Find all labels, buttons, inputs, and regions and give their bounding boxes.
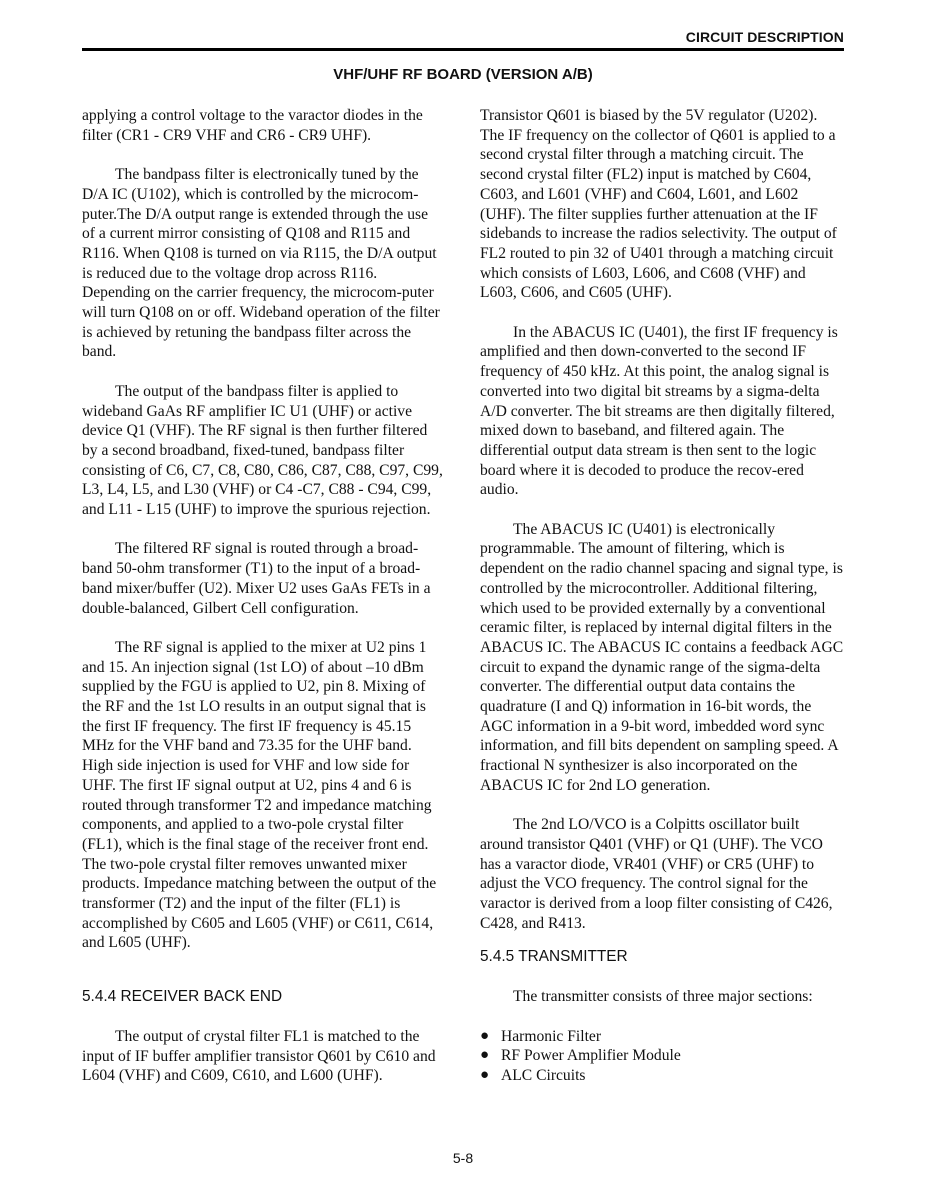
paragraph: Transistor Q601 is biased by the 5V regulator (U202). The IF frequency on the collector of Q601 is applied to a second crystal filter through a matching circuit. The second crystal filter (FL2) input is matched by C604, C603, and L601 (VHF) and C604, L601, and L602 (UHF). The filter supplies further attenuation at the IF sidebands to increase the radios selectivity. The output of FL2 routed to pin 32 of U401 through a matching circuit which consists of L603, L606, and C608 (VHF) and L603, C606, and C605 (UHF). bbox=[480, 107, 837, 302]
page-title: VHF/UHF RF BOARD (VERSION A/B) bbox=[333, 66, 593, 83]
paragraph: applying a control voltage to the varactor diodes in the filter (CR1 - CR9 VHF and CR6 - CR9 UHF). bbox=[82, 107, 423, 144]
bullet-icon: ● bbox=[480, 1066, 490, 1083]
list-item: ● RF Power Amplifier Module bbox=[480, 1047, 681, 1065]
paragraph: The bandpass filter is electronically tuned by the D/A IC (U102), which is controlled by the microcom-puter.The D/A output range is extended through the use of a current mirror consisting of Q108 and R115 and R116. When Q108 is turned on via R115, the D/A output is reduced due to the voltage drop across R116. Depending on the carrier frequency, the microcom-puter will turn Q108 on or off. Wideband operation of the filter is achieved by retuning the bandpass filter across the band. bbox=[82, 166, 440, 361]
right-column bbox=[480, 106, 844, 1086]
header-rule bbox=[82, 48, 844, 51]
paragraph: The RF signal is applied to the mixer at U2 pins 1 and 15. An injection signal (1st LO) of about –10 dBm supplied by the FGU is applied to U2, pin 8. Mixing of the RF and the 1st LO results in an output signal that is the first IF frequency. The first IF frequency is 45.15 MHz for the VHF band and 73.35 for the UHF band. High side injection is used for VHF and low side for UHF. The first IF signal output at U2, pins 4 and 6 is routed through transformer T2 and impedance matching components, and applied to a two-pole crystal filter (FL1), which is the final stage of the receiver front end. The two-pole crystal filter removes unwanted mixer products. Impedance matching between the output of the transformer (T2) and the input of the filter (FL1) is accomplished by C605 and L605 (VHF) or C611, C614, and L605 (UHF). bbox=[82, 638, 437, 952]
left-column bbox=[82, 106, 444, 1106]
paragraph: The output of crystal filter FL1 is matched to the input of IF buffer amplifier transistor Q601 by C610 and L604 (VHF) and C609, C610, and L600 (UHF). bbox=[82, 1027, 436, 1085]
transmitter-sections-list bbox=[480, 1027, 844, 1086]
running-header: CIRCUIT DESCRIPTION bbox=[685, 29, 844, 45]
list-item: ● Harmonic Filter bbox=[480, 1027, 602, 1045]
section-heading-transmitter: 5.4.5 TRANSMITTER bbox=[480, 948, 628, 966]
section-heading-receiver-back-end: 5.4.4 RECEIVER BACK END bbox=[82, 988, 283, 1006]
paragraph: The 2nd LO/VCO is a Colpitts oscillator built around transistor Q401 (VHF) or Q1 (UHF). The VCO has a varactor diode, VR401 (VHF) or CR5 (UHF) to adjust the VCO frequency. The control signal for the varactor is derived from a loop filter consisting of C426, C428, and R413. bbox=[480, 816, 833, 932]
paragraph: The output of the bandpass filter is applied to wideband GaAs RF amplifier IC U1 (UHF) or active device Q1 (VHF). The RF signal is then further filtered by a second broadband, fixed-tuned, bandpass filter consisting of C6, C7, C8, C80, C86, C87, C88, C97, C99, L3, L4, L5, and L30 (VHF) or C4 -C7, C88 - C94, C99, and L11 - L15 (UHF) to improve the spurious rejection. bbox=[82, 382, 443, 519]
bullet-icon: ● bbox=[480, 1027, 490, 1044]
page-number: 5-8 bbox=[452, 1150, 474, 1166]
bullet-icon: ● bbox=[480, 1047, 490, 1064]
paragraph: In the ABACUS IC (U401), the first IF frequency is amplified and then down-converted to the second IF frequency of 450 kHz. At this point, the analog signal is converted into two digital bit streams by a sigma-delta A/D converter. The bit streams are then digitally filtered, mixed down to baseband, and filtered again. The differential output data stream is then sent to the logic board where it is decoded to produce the recov-ered audio. bbox=[480, 323, 838, 499]
list-item: ● ALC Circuits bbox=[480, 1066, 586, 1084]
paragraph: The ABACUS IC (U401) is electronically programmable. The amount of filtering, which is dependent on the radio channel spacing and signal type, is controlled by the microcontroller. Additional filtering, which used to be provided externally by a conventional ceramic filter, is replaced by internal digital filters in the ABACUS IC. The ABACUS IC contains a feedback AGC circuit to expand the dynamic range of the sigma-delta converter. The differential output data contains the quadrature (I and Q) information in 16-bit words, the AGC information in a 9-bit word, imbedded word sync information, and fill bits dependent on sampling speed. A fractional N synthesizer is also incorporated on the ABACUS IC for 2nd LO generation. bbox=[480, 520, 844, 794]
paragraph: The filtered RF signal is routed through a broad-band 50-ohm transformer (T1) to the input of a broad-band mixer/buffer (U2). Mixer U2 uses GaAs FETs in a double-balanced, Gilbert Cell configuration. bbox=[82, 540, 431, 617]
paragraph: The transmitter consists of three major sections: bbox=[513, 988, 813, 1006]
